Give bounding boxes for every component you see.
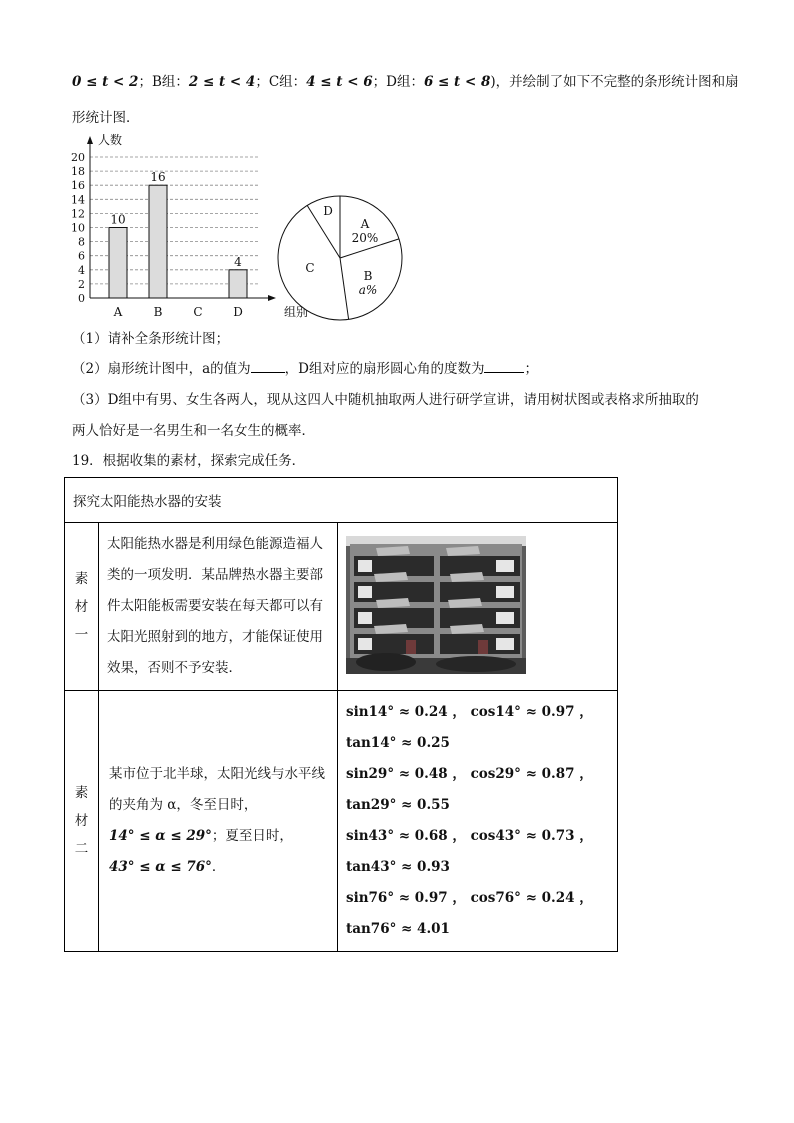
winter-angle-range: 14° ≤ α ≤ 29° <box>109 828 212 844</box>
summer-angle-range: 43° ≤ α ≤ 76° <box>109 859 212 875</box>
trig-line: sin29° ≈ 0.48 ， cos29° ≈ 0.87 ， <box>346 766 593 782</box>
material-2-row <box>65 691 618 952</box>
bar-value-label: 10 <box>110 212 126 227</box>
range-a: 0 ≤ t < 2 <box>72 74 139 90</box>
y-axis-label: 人数 <box>98 133 123 147</box>
table-title: 探究太阳能热水器的安装 <box>65 478 618 523</box>
label-d: ；D组： <box>372 74 424 90</box>
y-tick-label: 8 <box>78 235 85 249</box>
x-tick-label: A <box>113 305 123 319</box>
material-1-label-text: 素 材 一 <box>74 570 89 643</box>
bar-value-label: 4 <box>234 254 242 269</box>
label-c: ；C组： <box>255 74 307 90</box>
range-b: 2 ≤ t < 4 <box>188 74 256 90</box>
y-axis-arrow <box>87 136 93 144</box>
pie-label-b: B <box>363 269 373 283</box>
building-solar-panels-photo <box>346 536 526 674</box>
pie-chart-svg <box>270 188 410 328</box>
material-1-row <box>65 523 618 691</box>
question-2-part-2: ，D组对应的扇形圆心角的度数为 <box>284 361 485 377</box>
y-tick-label: 16 <box>71 179 85 193</box>
trig-line: tan29° ≈ 0.55 <box>346 797 450 813</box>
material-1-text: 太阳能热水器是利用绿色能源造福人类的一项发明．某品牌热水器主要部件太阳能板需要安装在每天都可以有太阳光照射到的地方，才能保证使用效果，否则不予安装． <box>99 523 338 691</box>
material-1-image-cell <box>338 523 618 691</box>
y-tick-label: 12 <box>71 207 85 221</box>
trig-line: tan43° ≈ 0.93 <box>346 859 450 875</box>
pie-label-c: C <box>305 261 315 275</box>
pie-chart <box>270 188 410 328</box>
question-2-part-3: ； <box>524 361 538 377</box>
pie-percent-b: a% <box>358 283 378 297</box>
question-3-line-2: 两人恰好是一名男生和一名女生的概率． <box>72 423 315 439</box>
material-2-label <box>65 691 99 952</box>
y-tick-label: 4 <box>78 263 85 277</box>
intro-line-1 <box>72 72 739 92</box>
table-title-row <box>65 478 618 523</box>
trig-line: sin14° ≈ 0.24 ， cos14° ≈ 0.97 ， <box>346 704 593 720</box>
y-tick-label: 6 <box>78 249 85 263</box>
question-19-heading: 19．根据收集的素材，探索完成任务． <box>72 453 306 469</box>
y-tick-label: 0 <box>78 292 85 305</box>
y-tick-label: 10 <box>71 221 85 235</box>
label-b: ；B组： <box>138 74 189 90</box>
y-tick-label: 20 <box>71 151 85 164</box>
y-tick-label: 2 <box>78 277 85 291</box>
question-1: （1）请补全条形统计图； <box>72 331 230 347</box>
intro-line-2: 形统计图． <box>72 110 140 126</box>
materials-table <box>64 477 618 952</box>
pie-percent-a: 20% <box>351 231 379 245</box>
question-3-line-1: （3）D组中有男、女生各两人，现从这四人中随机抽取两人进行研学宣讲，请用树状图或表格求所抽取的 <box>72 392 699 408</box>
material-2-text: 某市位于北半球，太阳光线与水平线的夹角为 α，冬至日时， <box>109 766 325 813</box>
trig-line: sin43° ≈ 0.68 ， cos43° ≈ 0.73 ， <box>346 828 593 844</box>
material-1-label <box>65 523 99 691</box>
material-2-label-text: 素 材 二 <box>74 785 89 857</box>
range-c: 4 ≤ t < 6 <box>306 74 373 90</box>
trig-line: tan14° ≈ 0.25 <box>346 735 450 751</box>
y-tick-label: 14 <box>71 193 85 207</box>
bar-a <box>109 228 127 299</box>
trig-values-cell <box>338 691 618 952</box>
x-tick-label: C <box>193 305 203 319</box>
intro-tail: )，并绘制了如下不完整的条形统计图和扇 <box>490 74 739 90</box>
pie-label-d: D <box>323 204 333 218</box>
trig-line: sin76° ≈ 0.97 ， cos76° ≈ 0.24 ， <box>346 890 593 906</box>
bar-value-label: 16 <box>150 170 166 185</box>
answer-blank-a <box>251 360 285 373</box>
bar-b <box>149 185 167 298</box>
trig-line: tan76° ≈ 4.01 <box>346 921 450 937</box>
x-tick-label: D <box>233 305 243 319</box>
material-2-text-cell <box>99 691 338 952</box>
question-2-part-1: （2）扇形统计图中，a的值为 <box>72 361 251 377</box>
x-axis-label: 组别 <box>284 305 309 319</box>
material-2-mid: ；夏至日时， <box>211 828 293 844</box>
answer-blank-angle <box>484 360 524 373</box>
question-2 <box>72 359 538 379</box>
material-2-end: ． <box>211 859 226 875</box>
pie-label-a: A <box>360 217 370 231</box>
y-tick-label: 18 <box>71 165 85 179</box>
range-d: 6 ≤ t < 8 <box>423 74 491 90</box>
bar-d <box>229 270 247 298</box>
x-tick-label: B <box>153 305 163 319</box>
